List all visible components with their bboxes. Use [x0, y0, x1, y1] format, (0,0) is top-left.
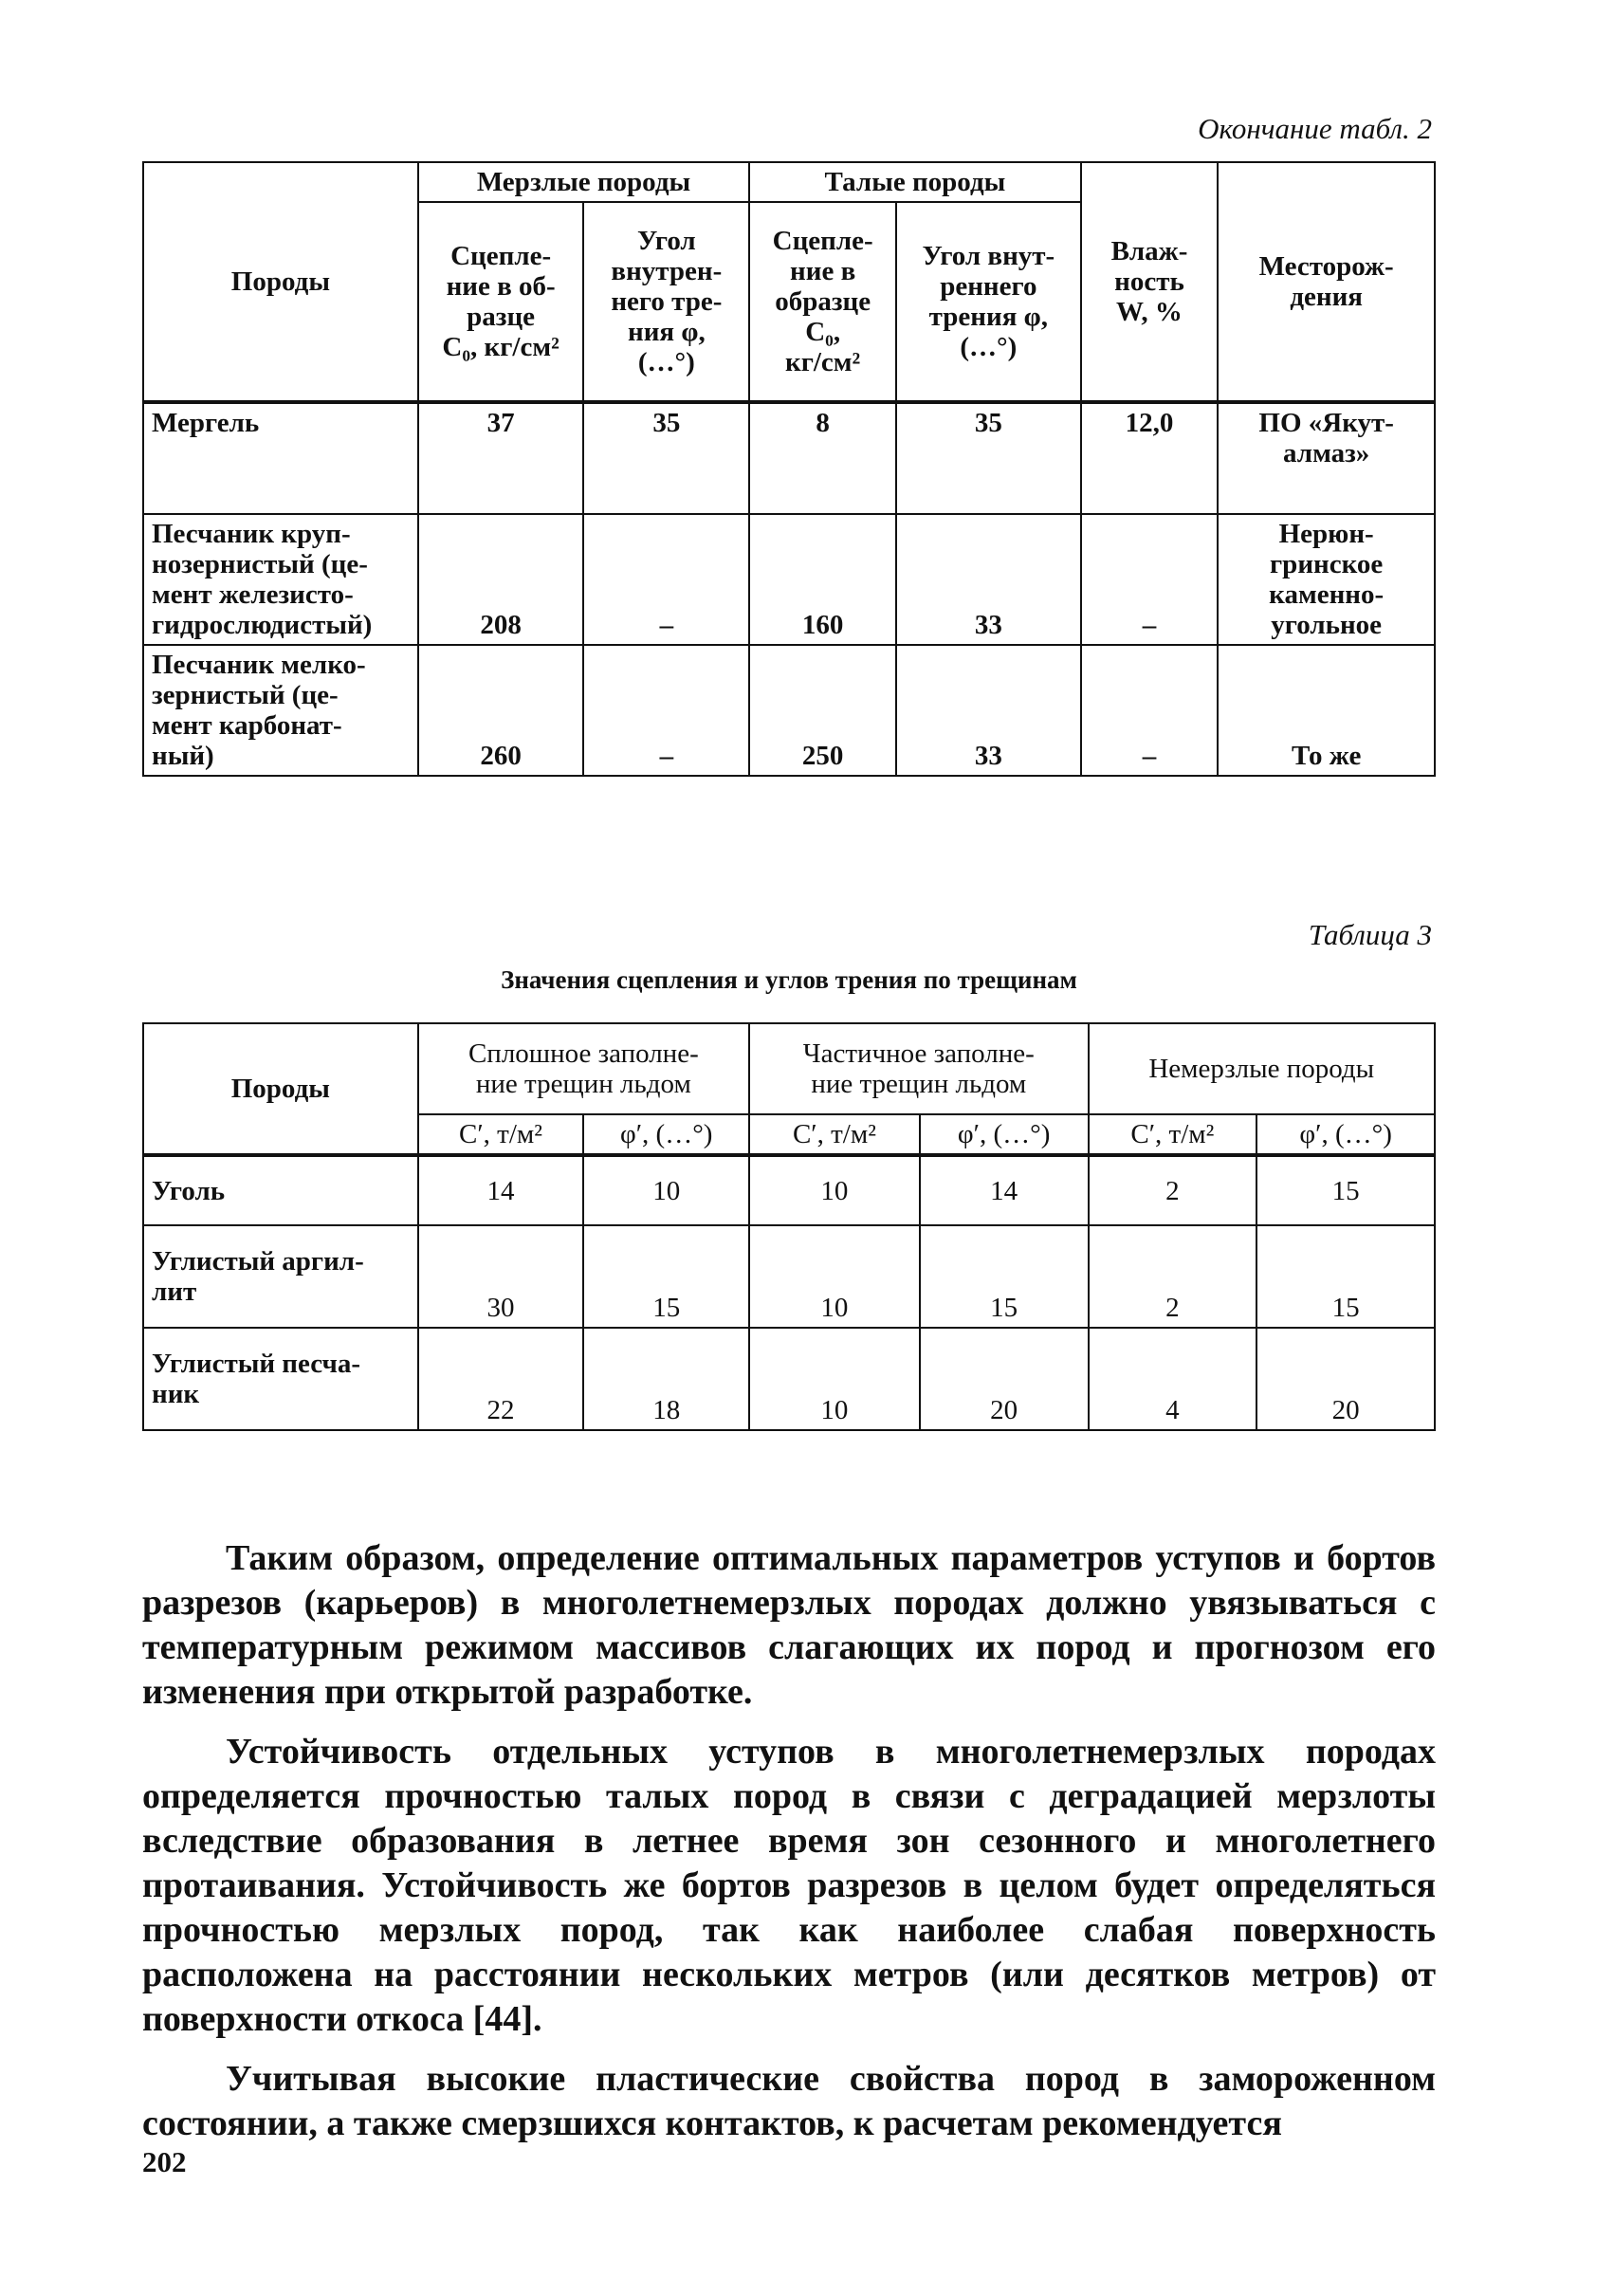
table3-cell: 4 — [1089, 1328, 1257, 1430]
table3 — [142, 1022, 1436, 1431]
paragraph: Таким образом, определение оптимальных параметров уступов и бортов разрезов (карьеров) в многолетнемерзлых породах должно увязываться с температурным режимом массивов слагающих их пород и прогнозом его изменения при открытой разработке. — [142, 1538, 1436, 1712]
table2-header-row — [143, 162, 1435, 202]
table3-cell: 10 — [583, 1155, 749, 1225]
table2-header-rocks: Породы — [143, 162, 418, 402]
table2-cell-rock: Мергель — [143, 402, 418, 514]
table3-cell: 22 — [418, 1328, 584, 1430]
table3-header-rocks: Породы — [143, 1023, 418, 1155]
table3-header-c: C′, т/м² — [1089, 1114, 1257, 1155]
table3-header-phi: φ′, (…°) — [583, 1114, 749, 1155]
table2-cell-c-frozen: 37 — [418, 402, 584, 514]
table3-cell: 10 — [749, 1225, 920, 1328]
table2-cell-moisture: – — [1081, 514, 1219, 645]
table2-cell-phi-frozen: 35 — [583, 402, 749, 514]
paragraph: Устойчивость отдельных уступов в многолетнемерзлых породах определяется прочностью талых пород в связи с деградацией мерзлоты вследствие образования в летнее время зон сезонного и многолетнего протаивания. Устойчивость же бортов разрезов в целом будет определяться прочностью мерзлых пород, так как наиболее слабая поверхность расположена на расстоянии нескольких метров (или десятков метров) от поверхности откоса [44]. — [142, 1732, 1436, 2039]
table-row — [143, 402, 1435, 514]
page-number: 202 — [142, 2145, 187, 2178]
table2-cell-c-thawed: 160 — [749, 514, 896, 645]
table3-cell: 10 — [749, 1328, 920, 1430]
table3-cell: 15 — [920, 1225, 1089, 1328]
table3-cell: 15 — [583, 1225, 749, 1328]
table2-header-frozen: Мерзлые породы — [418, 162, 749, 202]
table3-header-c: C′, т/м² — [749, 1114, 920, 1155]
table3-cell: 20 — [1256, 1328, 1435, 1430]
table2-cell-rock: Песчаник мелко- зернистый (це- мент карбонат- ный) — [143, 645, 418, 776]
table3-cell: 18 — [583, 1328, 749, 1430]
table2-cell-deposit: Нерюн- гринское каменно- угольное — [1218, 514, 1435, 645]
table2-header-moisture: Влаж- ность W, % — [1081, 162, 1219, 402]
table3-cell: 15 — [1256, 1225, 1435, 1328]
table2-cell-moisture: – — [1081, 645, 1219, 776]
table2-cell-c-frozen: 260 — [418, 645, 584, 776]
table3-cell: 20 — [920, 1328, 1089, 1430]
table3-cell: 2 — [1089, 1155, 1257, 1225]
table2 — [142, 161, 1436, 777]
table3-header-unfrozen: Немерзлые породы — [1089, 1023, 1436, 1114]
body-text — [142, 1536, 1436, 2161]
table3-header-c: C′, т/м² — [418, 1114, 584, 1155]
table3-cell-rock: Уголь — [143, 1155, 418, 1225]
table3-cell: 30 — [418, 1225, 584, 1328]
table3-title: Значения сцепления и углов трения по трещинам — [501, 965, 1077, 994]
table2-cell-phi-frozen: – — [583, 514, 749, 645]
table3-label: Таблица 3 — [1308, 918, 1432, 951]
table2-header-deposit: Месторож- дения — [1218, 162, 1435, 402]
table2-continuation-label: Окончание табл. 2 — [1198, 112, 1432, 145]
paragraph: Учитывая высокие пластические свойства пород в замороженном состоянии, а также смерзшихся контактов, к расчетам рекомендуется — [142, 2059, 1436, 2143]
table2-cell-c-thawed: 250 — [749, 645, 896, 776]
table3-cell-rock: Углистый аргил- лит — [143, 1225, 418, 1328]
table3-header-partial-fill: Частичное заполне- ние трещин льдом — [749, 1023, 1088, 1114]
table3-cell-rock: Углистый песча- ник — [143, 1328, 418, 1430]
table3-cell: 2 — [1089, 1225, 1257, 1328]
table2-header-angle-frozen: Угол внутрен- него тре- ния φ, (…°) — [583, 202, 749, 402]
table-row — [143, 514, 1435, 645]
table-row — [143, 1225, 1435, 1328]
table2-cell-c-thawed: 8 — [749, 402, 896, 514]
table2-header-cohesion-thawed: Сцепле- ние в образце C₀, кг/см² — [749, 202, 896, 402]
table-row — [143, 1155, 1435, 1225]
table3-cell: 14 — [418, 1155, 584, 1225]
table3-header-phi: φ′, (…°) — [920, 1114, 1089, 1155]
table2-header-thawed: Талые породы — [749, 162, 1080, 202]
table3-cell: 14 — [920, 1155, 1089, 1225]
table2-header-cohesion-frozen: Сцепле- ние в об- разце C₀, кг/см² — [418, 202, 584, 402]
table2-cell-deposit: ПО «Якут- алмаз» — [1218, 402, 1435, 514]
table2-header-angle-thawed: Угол внут- реннего трения φ, (…°) — [896, 202, 1081, 402]
table3-header-phi: φ′, (…°) — [1256, 1114, 1435, 1155]
table-row — [143, 645, 1435, 776]
table2-cell-c-frozen: 208 — [418, 514, 584, 645]
table2-cell-moisture: 12,0 — [1081, 402, 1219, 514]
table-row — [143, 1328, 1435, 1430]
table2-cell-phi-thawed: 35 — [896, 402, 1081, 514]
table2-cell-phi-frozen: – — [583, 645, 749, 776]
table2-cell-phi-thawed: 33 — [896, 514, 1081, 645]
table2-cell-phi-thawed: 33 — [896, 645, 1081, 776]
table3-cell: 10 — [749, 1155, 920, 1225]
table2-cell-deposit: То же — [1218, 645, 1435, 776]
table3-cell: 15 — [1256, 1155, 1435, 1225]
table3-header-row — [143, 1023, 1435, 1114]
table3-header-full-fill: Сплошное заполне- ние трещин льдом — [418, 1023, 749, 1114]
table2-cell-rock: Песчаник круп- нозернистый (це- мент железисто- гидрослюдистый) — [143, 514, 418, 645]
